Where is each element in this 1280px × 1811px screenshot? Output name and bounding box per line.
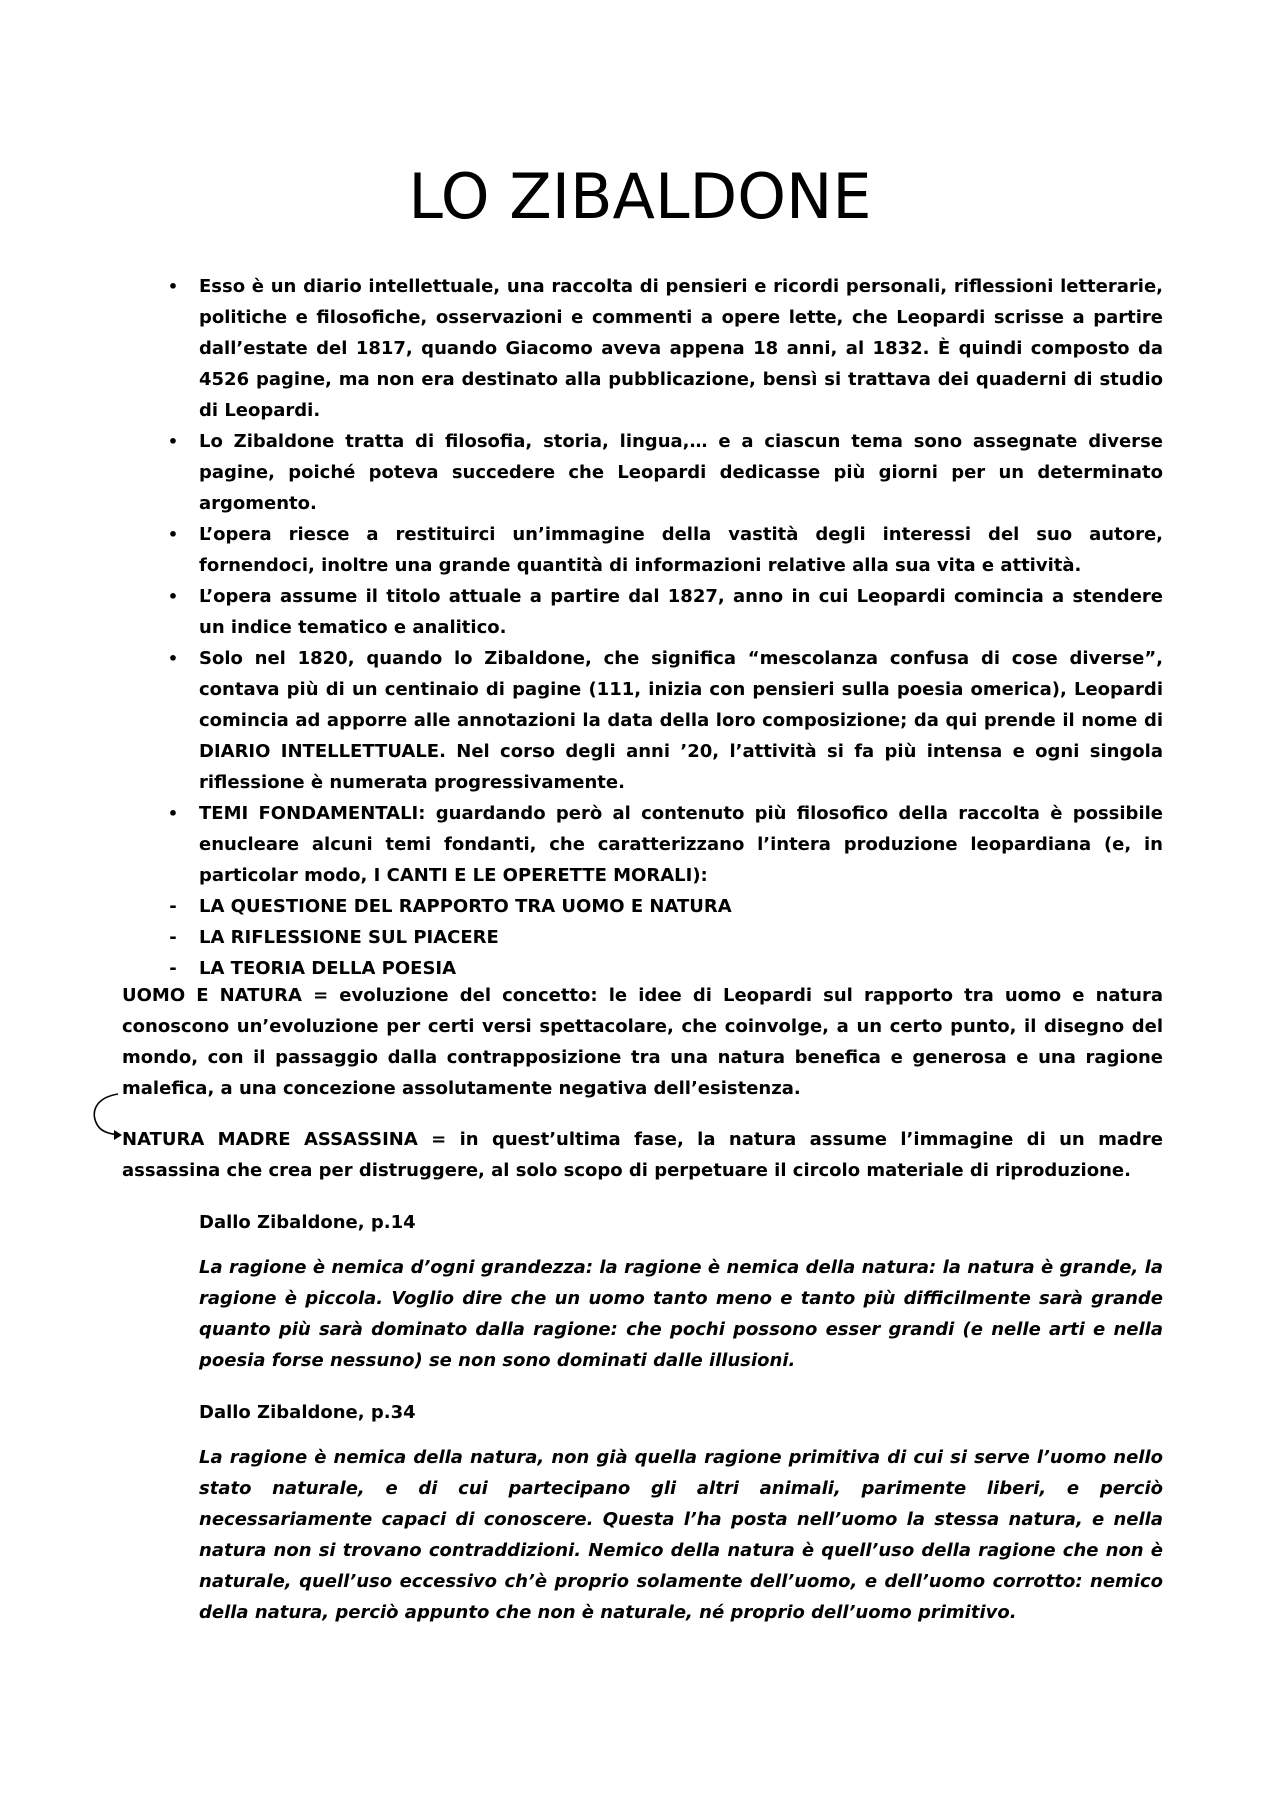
list-item-text: Solo nel 1820, quando lo Zibaldone, che significa “mescolanza confusa di cose diverse”, contava più di un centinaio di pagine (111, inizia con pensieri sulla poesia omerica), Leopardi comincia ad apporre alle annotazioni la data della loro composizione; da qui prende il nome di DIARIO INTELLETTUALE. Nel corso degli anni ’20, l’attività si fa più intensa e ogni singola riflessione è numerata progressivamente. bbox=[199, 648, 1163, 793]
bullet-icon: • bbox=[167, 804, 179, 823]
list-item bbox=[167, 798, 1163, 891]
dash-icon: - bbox=[169, 927, 177, 948]
quote-heading: Dallo Zibaldone, p.34 bbox=[199, 1402, 416, 1423]
natura-madre-paragraph: NATURA MADRE ASSASSINA = in quest’ultima fase, la natura assume l’immagine di un madre assassina che crea per distruggere, al solo scopo di perpetuare il circolo materiale di riproduzione. bbox=[122, 1129, 1163, 1181]
list-item bbox=[167, 581, 1163, 643]
list-item-text: Lo Zibaldone tratta di filosofia, storia, lingua,… e a ciascun tema sono assegnate diverse pagine, poiché poteva succedere che Leopardi dedicasse più giorni per un determinato argomento. bbox=[199, 431, 1163, 514]
dash-item bbox=[169, 922, 1163, 953]
quote-text: La ragione è nemica della natura, non già quella ragione primitiva di cui si serve l’uomo nello stato naturale, e di cui partecipano gli altri animali, parimente liberi, e perciò necessariamente capaci di conoscere. Questa l’ha posta nell’uomo la stessa natura, e nella natura non si trovano contraddizioni. Nemico della natura è quell’uso della ragione che non è naturale, quell’uso eccessivo ch’è proprio solamente dell’uomo, e dell’uomo corrotto: nemico della natura, perciò appunto che non è naturale, né proprio dell’uomo primitivo. bbox=[199, 1447, 1163, 1623]
uomo-natura-paragraph: UOMO E NATURA = evoluzione del concetto: le idee di Leopardi sul rapporto tra uomo e natura conoscono un’evoluzione per certi versi spettacolare, che coinvolge, a un certo punto, il disegno del mondo, con il passaggio dalla contrapposizione tra una natura benefica e generosa e una ragione malefica, a una concezione assolutamente negativa dell’esistenza. bbox=[122, 985, 1163, 1099]
list-item-text: Esso è un diario intellettuale, una raccolta di pensieri e ricordi personali, riflessioni letterarie, politiche e filosofiche, osservazioni e commenti a opere lette, che Leopardi scrisse a partire dall’estate del 1817, quando Giacomo aveva appena 18 anni, al 1832. È quindi composto da 4526 pagine, ma non era destinato alla pubblicazione, bensì si trattava dei quaderni di studio di Leopardi. bbox=[199, 276, 1163, 421]
bullet-icon: • bbox=[167, 649, 179, 668]
list-item bbox=[167, 271, 1163, 426]
list-item bbox=[167, 426, 1163, 519]
bullet-icon: • bbox=[167, 525, 179, 544]
dash-item-text: LA TEORIA DELLA POESIA bbox=[199, 958, 457, 979]
dash-item bbox=[169, 891, 1163, 922]
dash-item-text: LA QUESTIONE DEL RAPPORTO TRA UOMO E NATURA bbox=[199, 896, 732, 917]
bullet-icon: • bbox=[167, 277, 179, 296]
bullet-icon: • bbox=[167, 587, 179, 606]
quote-heading: Dallo Zibaldone, p.14 bbox=[199, 1212, 416, 1233]
dash-icon: - bbox=[169, 958, 177, 979]
quote-text: La ragione è nemica d’ogni grandezza: la ragione è nemica della natura: la natura è grande, la ragione è piccola. Voglio dire che un uomo tanto meno e tanto più difficilmente sarà grande quanto più sarà dominato dalla ragione: che pochi possono esser grandi (e nelle arti e nella poesia forse nessuno) se non sono dominati dalle illusioni. bbox=[199, 1257, 1163, 1371]
dash-item-text: LA RIFLESSIONE SUL PIACERE bbox=[199, 927, 499, 948]
list-item-text: L’opera assume il titolo attuale a partire dal 1827, anno in cui Leopardi comincia a stendere un indice tematico e analitico. bbox=[199, 586, 1163, 638]
dash-icon: - bbox=[169, 896, 177, 917]
list-item-text: L’opera riesce a restituirci un’immagine della vastità degli interessi del suo autore, fornendoci, inoltre una grande quantità di informazioni relative alla sua vita e attività. bbox=[199, 524, 1163, 576]
list-item-text: TEMI FONDAMENTALI: guardando però al contenuto più filosofico della raccolta è possibile enucleare alcuni temi fondanti, che caratterizzano l’intera produzione leopardiana (e, in particolar modo, I CANTI E LE OPERETTE MORALI): bbox=[199, 803, 1163, 886]
list-item bbox=[167, 643, 1163, 798]
bullet-icon: • bbox=[167, 432, 179, 451]
page-title: LO ZIBALDONE bbox=[408, 160, 872, 233]
bullet-list bbox=[167, 271, 1163, 984]
list-item bbox=[167, 519, 1163, 581]
